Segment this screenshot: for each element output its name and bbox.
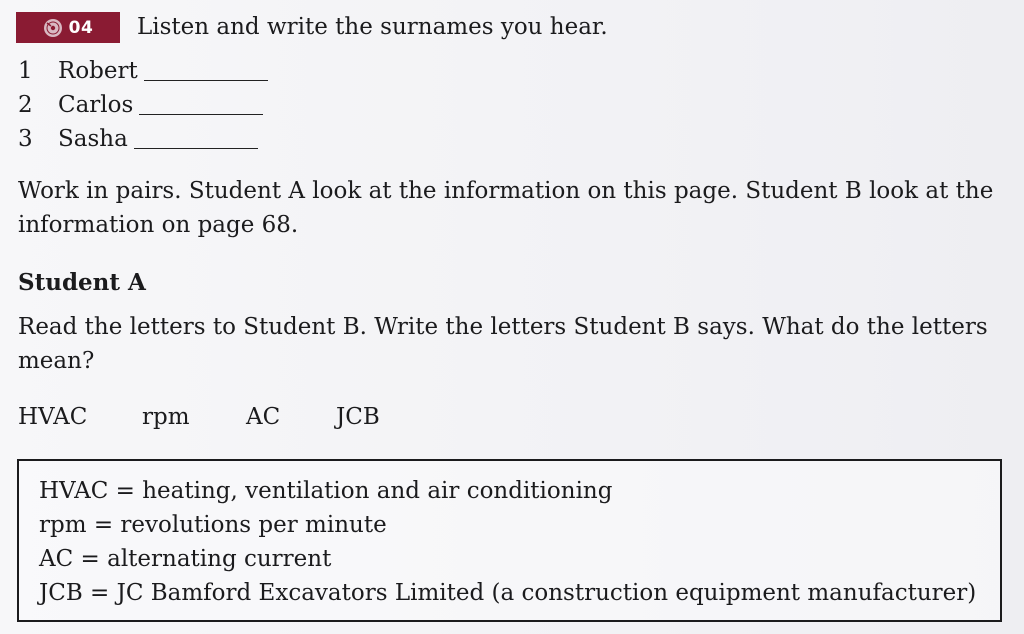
answer-blank[interactable] (144, 56, 268, 81)
item-number: 1 (18, 58, 33, 84)
list-item (18, 54, 268, 88)
abbreviation: AC (246, 404, 281, 430)
answer-blank[interactable] (134, 124, 258, 149)
item-number: 2 (18, 92, 33, 118)
definitions-box (17, 459, 1002, 622)
listening-instruction: Listen and write the surnames you hear. (137, 14, 608, 40)
abbreviation: HVAC (18, 404, 88, 430)
item-name: Robert (58, 58, 138, 84)
abbreviation: JCB (336, 404, 380, 430)
item-name: Carlos (58, 92, 134, 118)
list-item (18, 88, 268, 122)
list-item (18, 122, 268, 156)
definition-line: rpm = revolutions per minute (39, 512, 387, 538)
pair-work-instruction: Work in pairs. Student A look at the information on this page. Student B look at the information on page 68. (18, 178, 994, 238)
item-name: Sasha (58, 126, 128, 152)
track-number: 04 (68, 17, 94, 38)
answer-blank[interactable] (139, 90, 263, 115)
abbreviation-row (18, 402, 380, 432)
audio-track-badge[interactable] (16, 12, 120, 43)
item-number: 3 (18, 126, 33, 152)
abbreviation: rpm (142, 404, 190, 430)
student-a-heading: Student A (18, 269, 146, 296)
definition-line: AC = alternating current (39, 546, 332, 572)
student-a-instruction: Read the letters to Student B. Write the letters Student B says. What do the letters mean? (18, 314, 988, 374)
audio-cd-icon (43, 18, 63, 38)
surname-list (18, 54, 268, 156)
definition-line: HVAC = heating, ventilation and air conditioning (39, 478, 613, 504)
definition-line: JCB = JC Bamford Excavators Limited (a construction equipment manufacturer) (39, 580, 977, 606)
